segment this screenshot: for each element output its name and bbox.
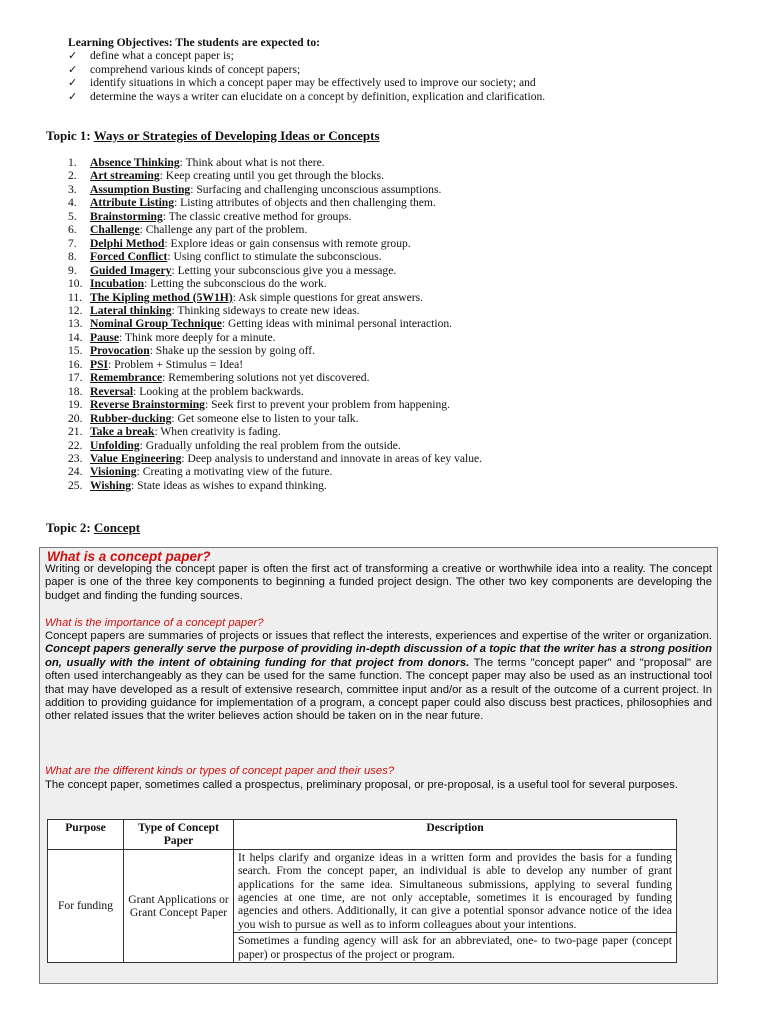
learning-objectives — [68, 36, 545, 103]
strategy-number: 1. — [68, 156, 77, 169]
strategy-description: : Listing attributes of objects and then challenging them. — [174, 196, 436, 210]
strategy-number: 2. — [68, 169, 77, 183]
checkmark-icon: ✓ — [68, 89, 78, 103]
strategy-number: 7. — [68, 236, 77, 250]
strategy-description: : Remembering solutions not yet discovered. — [162, 371, 370, 385]
objectives-list — [68, 49, 545, 103]
cell-purpose: For funding — [48, 849, 124, 962]
strategy-description: : Looking at the problem backwards. — [133, 384, 304, 398]
strategy-term: Rubber-ducking — [90, 411, 172, 425]
strategy-item — [68, 452, 482, 465]
strategy-item — [68, 371, 482, 384]
strategy-term: Assumption Busting — [90, 182, 191, 196]
strategy-item — [68, 479, 482, 492]
strategy-number: 9. — [68, 263, 77, 277]
strategy-number: 12. — [68, 303, 83, 317]
strategy-item — [68, 425, 482, 438]
strategy-item — [68, 156, 482, 169]
strategy-description: : Ask simple questions for great answers. — [232, 290, 423, 304]
cell-type: Grant Applications or Grant Concept Paper — [124, 849, 234, 962]
strategy-description: : Creating a motivating view of the future. — [136, 465, 333, 479]
strategy-number: 17. — [68, 371, 83, 385]
strategy-number: 25. — [68, 478, 83, 492]
strategy-description: : Explore ideas or gain consensus with remote group. — [164, 236, 411, 250]
concept-paper-types-table — [47, 819, 677, 963]
concept-paper-box — [39, 547, 718, 984]
objectives-heading: Learning Objectives: The students are expected to: — [68, 36, 321, 49]
strategy-item — [68, 439, 482, 452]
topic-2-heading: Topic 2: Concept — [46, 520, 141, 535]
strategy-description: : Deep analysis to understand and innovate in areas of key value. — [181, 451, 483, 465]
strategy-description: : Gradually unfolding the real problem from the outside. — [139, 438, 401, 452]
strategy-description: : The classic creative method for groups. — [162, 209, 352, 223]
strategy-term: Lateral thinking — [90, 303, 172, 317]
strategy-number: 18. — [68, 384, 83, 398]
importance-heading: What is the importance of a concept paper? — [45, 617, 264, 629]
strategy-term: Reversal — [90, 384, 134, 398]
strategy-term: Take a break — [90, 425, 155, 439]
strategy-item — [68, 291, 482, 304]
strategy-description: : Keep creating until you get through the blocks. — [159, 169, 385, 183]
kinds-heading: What are the different kinds or types of concept paper and their uses? — [45, 765, 395, 777]
strategy-description: : Letting the subconscious do the work. — [144, 277, 327, 291]
strategy-term: PSI — [90, 357, 109, 371]
strategy-item — [68, 277, 482, 290]
strategy-term: Challenge — [90, 223, 140, 237]
strategies-list — [68, 156, 482, 492]
intro-paragraph: Writing or developing the concept paper is often the first act of transforming a creative or worthwhile idea into a reality. The concept paper is one of the three key components to beginning a funded project design. The other two key components are developing the budget and finding the funding sources. — [45, 563, 712, 602]
strategy-description: : Seek first to prevent your problem from happening. — [204, 398, 450, 412]
cell-description: Sometimes a funding agency will ask for an abbreviated, one- to two-page paper (concept paper) or prospectus of the project or program. — [234, 933, 677, 963]
strategy-term: Pause — [90, 330, 119, 344]
strategy-item — [68, 264, 482, 277]
strategy-term: Reverse Brainstorming — [90, 398, 205, 412]
strategy-term: Incubation — [90, 277, 145, 291]
strategy-term: Attribute Listing — [90, 196, 175, 210]
strategy-description: : Letting your subconscious give you a message. — [171, 263, 397, 277]
strategy-item — [68, 169, 482, 182]
table-row — [48, 849, 677, 932]
strategy-term: Brainstorming — [90, 209, 163, 223]
strategy-description: : When creativity is fading. — [154, 425, 281, 439]
strategy-item — [68, 317, 482, 330]
checkmark-icon: ✓ — [68, 76, 78, 90]
strategy-description: : Getting ideas with minimal personal interaction. — [221, 317, 453, 331]
strategy-number: 4. — [68, 196, 77, 210]
strategy-description: : Thinking sideways to create new ideas. — [171, 303, 360, 317]
strategy-item — [68, 465, 482, 478]
strategy-number: 11. — [68, 290, 83, 304]
strategy-item — [68, 358, 482, 371]
objective-item: ✓ determine the ways a writer can elucidate on a concept by definition, explication and clarification. — [68, 89, 546, 103]
strategy-item — [68, 344, 482, 357]
checkmark-icon: ✓ — [68, 62, 78, 76]
strategy-number: 20. — [68, 411, 83, 425]
importance-paragraph: Concept papers are summaries of projects or issues that reflect the interests, experiences and expertise of the writer or organization. Concept papers generally serve the purpose of providing in-depth discussion of a topic that the writer has a strong position on, usually with the intent of obtaining funding for that project from donors. The terms "concept paper" and "proposal" are often used interchangeably as they can be used for the same function. The concept paper may also be used as an instructional tool that may have developed as a result of extensive research, committee input and/or as a result of the outcome of a current project. In addition to providing guidance for implementation of a program, a concept paper could also discuss best practices, philosophies and other related issues that the writer believes action should be taken on in the near future. — [45, 630, 712, 723]
strategy-description: : Get someone else to listen to your talk. — [171, 411, 359, 425]
strategy-description: : Surfacing and challenging unconscious assumptions. — [190, 182, 442, 196]
strategy-term: Guided Imagery — [90, 263, 172, 277]
strategy-term: Forced Conflict — [90, 250, 168, 264]
strategy-item — [68, 304, 482, 317]
strategy-number: 16. — [68, 357, 83, 371]
strategy-term: Value Engineering — [90, 451, 182, 465]
strategy-number: 21. — [68, 425, 83, 439]
strategy-number: 22. — [68, 438, 83, 452]
strategy-item — [68, 331, 482, 344]
strategy-number: 23. — [68, 451, 83, 465]
strategy-number: 6. — [68, 223, 77, 237]
strategy-term: Wishing — [90, 478, 132, 492]
strategy-number: 14. — [68, 330, 83, 344]
strategy-number: 3. — [68, 182, 77, 196]
strategy-description: : Challenge any part of the problem. — [139, 223, 308, 237]
header-type: Type of Concept Paper — [124, 820, 234, 850]
topic-1-heading: Topic 1: Ways or Strategies of Developing Ideas or Concepts — [46, 128, 380, 143]
strategy-item — [68, 210, 482, 223]
strategy-term: Unfolding — [90, 438, 140, 452]
strategy-item — [68, 250, 482, 263]
strategy-term: Provocation — [90, 344, 150, 358]
strategy-term: Absence Thinking — [90, 156, 180, 169]
header-description: Description — [234, 820, 677, 850]
strategy-number: 5. — [68, 209, 77, 223]
strategy-description: : Using conflict to stimulate the subconscious. — [167, 250, 382, 264]
strategy-description: : Think about what is not there. — [179, 156, 325, 169]
strategy-item — [68, 412, 482, 425]
strategy-term: Visioning — [90, 465, 137, 479]
objective-item: ✓ comprehend various kinds of concept papers; — [68, 62, 301, 76]
strategy-item — [68, 237, 482, 250]
strategy-item — [68, 196, 482, 209]
strategy-description: : Problem + Stimulus = Idea! — [108, 357, 244, 371]
table-header-row — [48, 820, 677, 850]
strategy-number: 15. — [68, 344, 83, 358]
strategy-number: 8. — [68, 250, 77, 264]
strategy-term: Nominal Group Technique — [90, 317, 222, 331]
checkmark-icon: ✓ — [68, 49, 78, 63]
strategy-item — [68, 183, 482, 196]
objective-item: ✓ identify situations in which a concept paper may be effectively used to improve our society; and — [68, 76, 536, 90]
strategy-term: Art streaming — [90, 169, 160, 183]
strategy-number: 24. — [68, 465, 83, 479]
strategy-description: : Think more deeply for a minute. — [118, 330, 276, 344]
objective-item: ✓ define what a concept paper is; — [68, 49, 234, 63]
strategy-term: The Kipling method (5W1H) — [90, 290, 233, 304]
header-purpose: Purpose — [48, 820, 124, 850]
strategy-description: : State ideas as wishes to expand thinking. — [131, 478, 327, 492]
strategy-item — [68, 223, 482, 236]
strategy-term: Remembrance — [90, 371, 163, 385]
cell-description: It helps clarify and organize ideas in a written form and provides the basis for a funding search. From the concept paper, an individual is able to develop any number of grant applications for the same idea. Simultaneous submissions, applying to several funding agencies at one time, are not only acceptable, sometimes it is encouraged by funding agencies and others. Additionally, it can give a potential sponsor advance notice of the idea you wish to pursue as well as to inform colleagues about your intentions. — [234, 849, 677, 932]
strategy-number: 13. — [68, 317, 83, 331]
strategy-number: 10. — [68, 277, 83, 291]
strategy-number: 19. — [68, 398, 83, 412]
box-heading: What is a concept paper? — [47, 549, 211, 564]
kinds-paragraph: The concept paper, sometimes called a prospectus, preliminary proposal, or pre-proposal, is a useful tool for several purposes. — [45, 779, 678, 791]
strategy-term: Delphi Method — [90, 236, 165, 250]
strategy-description: : Shake up the session by going off. — [149, 344, 315, 358]
strategy-item — [68, 385, 482, 398]
strategy-item — [68, 398, 482, 411]
